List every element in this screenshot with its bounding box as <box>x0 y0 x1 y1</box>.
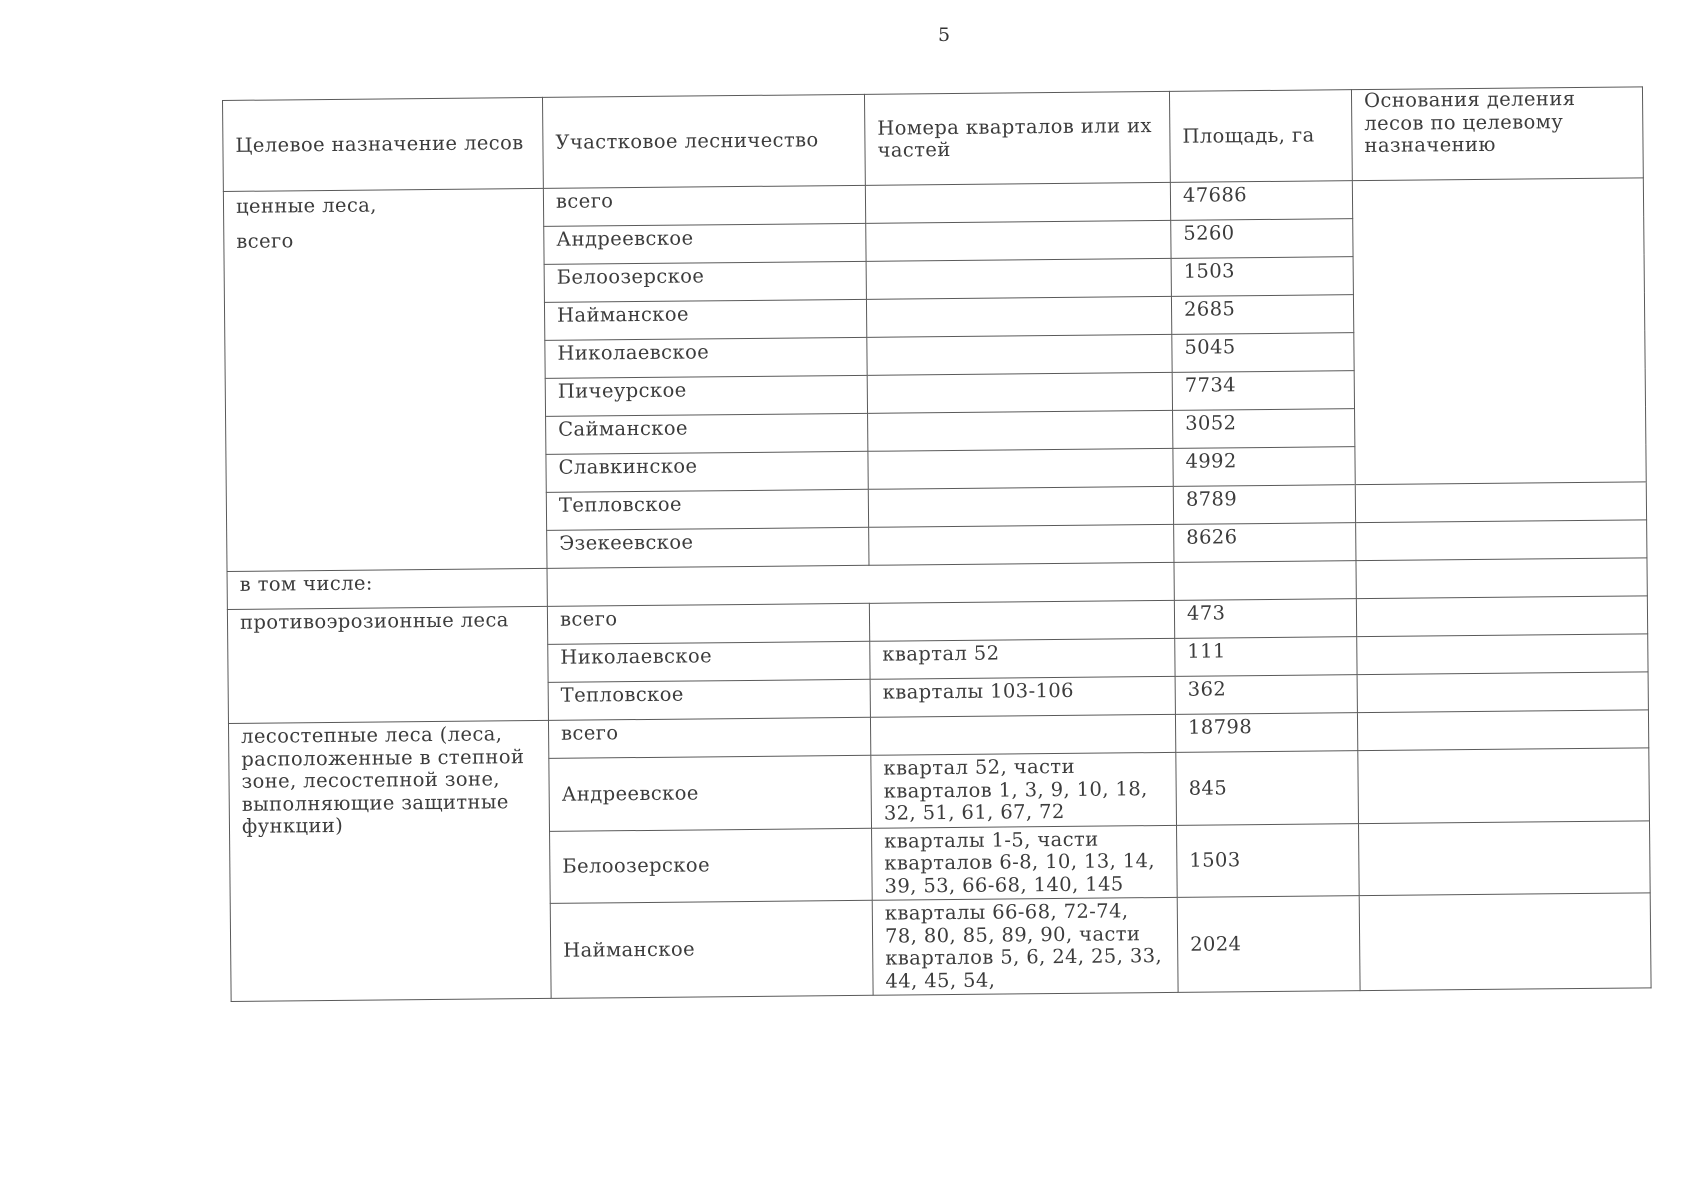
forestry-cell: Андреевское <box>549 755 872 831</box>
basis-cell <box>1356 520 1647 561</box>
basis-cell <box>1357 672 1648 713</box>
forestry-cell: Эзекеевское <box>547 527 869 568</box>
purpose-cell-forest-steppe: лесостепные леса (леса, расположенные в степной зоне, лесостепной зоне, выполняющие защитные функции) <box>228 720 551 1001</box>
forestry-cell: Тепловское <box>548 679 870 720</box>
purpose-cell-valuable <box>223 188 547 571</box>
page-number: 5 <box>938 24 951 46</box>
area-cell: 1503 <box>1177 823 1360 897</box>
quarters-cell: кварталы 66-68, 72-74, 78, 80, 85, 89, 90, части кварталов 5, 6, 24, 25, 33, 44, 45, 54, <box>872 897 1178 995</box>
area-cell: 8626 <box>1174 523 1356 563</box>
forestry-cell: всего <box>543 185 865 226</box>
forestry-cell: Андреевское <box>544 223 866 264</box>
area-cell: 845 <box>1176 751 1359 825</box>
purpose-valuable-line1: ценные леса, <box>235 193 377 218</box>
quarters-cell <box>870 714 1175 755</box>
quarters-cell <box>868 486 1173 527</box>
basis-cell <box>1352 178 1646 485</box>
basis-cell <box>1355 482 1646 523</box>
area-cell: 7734 <box>1172 371 1354 411</box>
forestry-cell: Николаевское <box>548 641 870 682</box>
area-cell: 4992 <box>1173 447 1355 487</box>
area-cell: 3052 <box>1173 409 1355 449</box>
quarters-cell: квартал 52, части кварталов 1, 3, 9, 10, 18, 32, 51, 61, 67, 72 <box>871 752 1177 827</box>
area-cell: 5260 <box>1171 219 1353 259</box>
including-empty-cell <box>547 562 1174 606</box>
forestry-cell: Николаевское <box>545 337 867 378</box>
forestry-cell: Сайманское <box>546 413 868 454</box>
area-cell: 5045 <box>1172 333 1354 373</box>
basis-cell <box>1356 596 1647 637</box>
quarters-cell <box>866 296 1171 337</box>
quarters-cell <box>866 220 1171 261</box>
basis-cell <box>1356 558 1647 599</box>
area-cell: 111 <box>1175 637 1357 677</box>
forestry-cell: Найманское <box>550 900 873 998</box>
purpose-valuable-line2: всего <box>236 228 294 253</box>
forestry-cell: Белоозерское <box>550 828 873 904</box>
quarters-cell <box>869 600 1174 641</box>
area-cell: 18798 <box>1175 713 1357 753</box>
area-cell <box>1174 561 1356 601</box>
basis-cell <box>1359 893 1651 991</box>
quarters-cell: кварталы 1-5, части кварталов 6-8, 10, 13, 14, 39, 53, 66-68, 140, 145 <box>872 825 1178 900</box>
table-header-row <box>223 87 1644 192</box>
quarters-cell <box>868 410 1173 451</box>
quarters-cell <box>867 334 1172 375</box>
header-purpose: Целевое назначение лесов <box>223 97 544 191</box>
quarters-cell <box>868 448 1173 489</box>
area-cell: 8789 <box>1173 485 1355 525</box>
quarters-cell <box>869 524 1174 565</box>
area-cell: 2685 <box>1171 295 1353 335</box>
quarters-cell <box>865 182 1170 223</box>
header-forestry: Участковое лесничество <box>542 94 865 188</box>
header-area: Площадь, га <box>1169 90 1352 183</box>
forestry-cell: Найманское <box>544 299 866 340</box>
quarters-cell: кварталы 103-106 <box>870 676 1175 717</box>
basis-cell <box>1358 820 1650 895</box>
purpose-cell-anti-erosion: противоэрозионные леса <box>227 606 548 723</box>
area-cell: 473 <box>1174 599 1356 639</box>
header-quarters: Номера кварталов или их частей <box>864 91 1170 185</box>
forestry-cell: Славкинское <box>546 451 868 492</box>
area-cell: 1503 <box>1171 257 1353 297</box>
basis-cell <box>1357 710 1648 751</box>
forestry-cell: Пичеурское <box>545 375 867 416</box>
forestry-cell: Тепловское <box>546 489 868 530</box>
basis-cell <box>1357 634 1648 675</box>
forest-purpose-table <box>222 86 1652 1002</box>
area-cell: 47686 <box>1170 181 1352 221</box>
quarters-cell <box>867 372 1172 413</box>
forestry-cell: всего <box>548 717 870 758</box>
forestry-cell: всего <box>547 603 869 644</box>
forestry-cell: Белоозерское <box>544 261 866 302</box>
area-cell: 2024 <box>1177 896 1360 993</box>
basis-cell <box>1358 748 1650 823</box>
quarters-cell: квартал 52 <box>870 638 1175 679</box>
area-cell: 362 <box>1175 675 1357 715</box>
including-label: в том числе: <box>227 568 547 609</box>
quarters-cell <box>866 258 1171 299</box>
header-basis: Основания деления лесов по целевому назначению <box>1351 87 1643 181</box>
